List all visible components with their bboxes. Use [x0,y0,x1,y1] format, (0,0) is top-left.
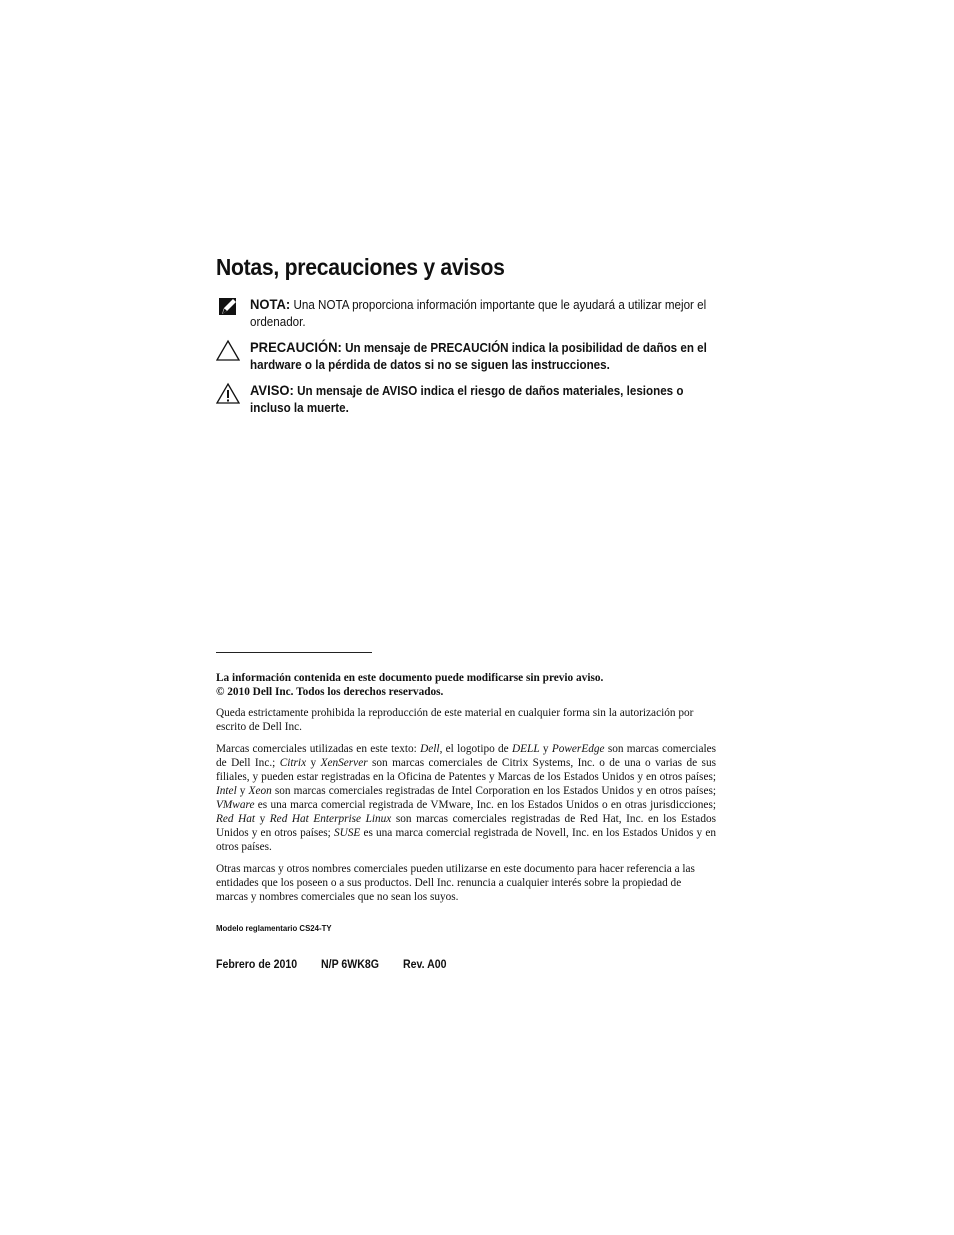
trademarks-text: son marcas comerciales de Dell Inc.; [216,743,717,769]
footnote-divider [216,652,372,653]
caution-triangle-icon [216,339,240,363]
trademarks-paragraph [216,742,716,854]
trademarks-text: son marcas comerciales registradas de Red Hat, Inc. en los Estados Unidos y en otros países; [216,813,717,839]
trademark-redhat: Red Hat [216,813,256,825]
trademarks-text: y [236,785,249,797]
trademarks-text: es una marca comercial registrada de Novell, Inc. en los Estados Unidos y en otros países. [216,827,716,853]
publication-date: Febrero de 2010 [216,959,298,971]
trademark-dell-logo: DELL [511,743,540,755]
trademark-citrix: Citrix [279,757,307,769]
note-label: NOTA: [250,296,291,312]
note-text: Una NOTA proporciona información importante que le ayudará a utilizar mejor el ordenador. [250,298,707,329]
caution-notice [216,339,716,374]
trademarks-text: y [539,743,552,755]
copyright-line: © 2010 Dell Inc. Todos los derechos reservados. [216,686,444,698]
trademark-poweredge: PowerEdge [551,743,605,755]
trademark-intel: Intel [216,785,237,797]
trademark-xeon: Xeon [248,785,272,797]
trademarks-text: son marcas comerciales registradas de Intel Corporation en los Estados Unidos y en otros países; [271,785,717,797]
trademarks-text: Marcas comerciales utilizadas en este texto: [216,743,421,755]
change-notice [216,671,716,699]
note-notice [216,296,716,331]
warning-text: Un mensaje de AVISO indica el riesgo de daños materiales, lesiones o incluso la muerte. [250,384,684,415]
change-notice-line: La información contenida en este documento puede modificarse sin previo aviso. [216,672,604,684]
page-title: Notas, precauciones y avisos [216,254,505,280]
trademark-dell: Dell [420,743,440,755]
trademark-suse: SUSE [333,827,361,839]
warning-notice [216,382,716,417]
part-number: N/P 6WK8G [321,959,380,971]
note-pencil-icon [216,296,240,320]
other-trademarks-paragraph: Otras marcas y otros nombres comerciales pueden utilizarse en este documento para hacer referencia a las entidades que los poseen o a sus productos. Dell Inc. renuncia a cualquier interés sobre la propiedad de marcas y nombres comerciales que no sean los suyos. [216,863,695,903]
reproduction-notice: Queda estrictamente prohibida la reproducción de este material en cualquier forma sin la autorización por escrito de Dell Inc. [216,707,694,733]
warning-exclamation-triangle-icon [216,382,240,406]
regulatory-model: Modelo reglamentario CS24-TY [216,923,332,933]
trademark-xenserver: XenServer [320,757,368,769]
trademarks-text: son marcas comerciales de Citrix Systems, Inc. o de una o varias de sus filiales, y pueden estar registradas en la Oficina de Patentes y Marcas de los Estados Unidos y en otros países; [216,757,716,783]
trademarks-text: y [255,813,270,825]
trademark-rhel: Red Hat Enterprise Linux [269,813,392,825]
warning-label: AVISO: [250,382,294,398]
trademark-vmware: VMware [216,799,255,811]
caution-label: PRECAUCIÓN: [250,339,342,355]
trademarks-text: es una marca comercial registrada de VMware, Inc. en los Estados Unidos o en otras jurisdicciones; [254,799,716,811]
revision: Rev. A00 [403,959,447,971]
trademarks-text: , el logotipo de [439,743,512,755]
caution-text: Un mensaje de PRECAUCIÓN indica la posibilidad de daños en el hardware o la pérdida de datos si no se siguen las instrucciones. [250,341,707,372]
trademarks-text: y [306,757,321,769]
